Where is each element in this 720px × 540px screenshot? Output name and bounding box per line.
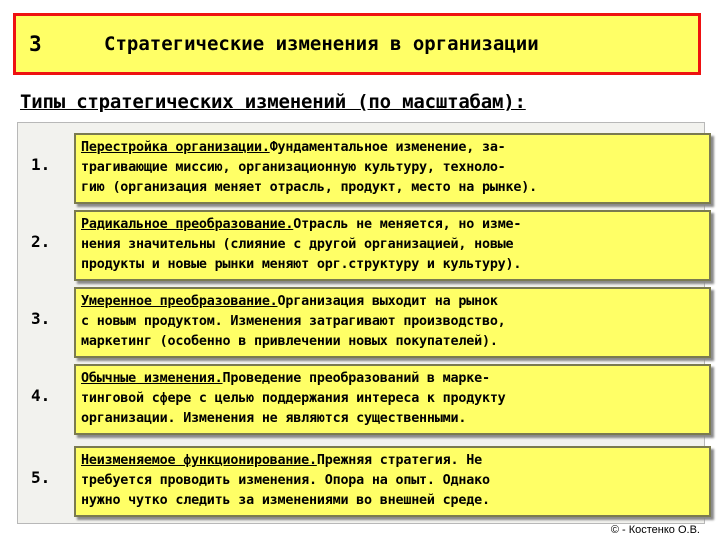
item-term: Обычные изменения.	[81, 371, 223, 386]
item-text	[81, 292, 705, 352]
item-text	[81, 451, 705, 511]
item-text	[81, 215, 705, 275]
list-item	[17, 207, 705, 281]
item-box	[74, 287, 711, 358]
list-item	[17, 284, 705, 358]
item-description: Организация выходит на рынок с новым продуктом. Изменения затрагивают производство, маркетинг (особенно в привлечении новых покупателей).	[81, 294, 506, 349]
item-term: Умеренное преобразование.	[81, 294, 278, 309]
item-box	[74, 446, 711, 517]
item-description: Проведение преобразований в марке- тинговой сфере с целью поддержания интереса к продукту организации. Изменения не являются существенными.	[81, 371, 506, 426]
item-term: Перестройка организации.	[81, 140, 270, 155]
page-title: Стратегические изменения в организации	[104, 33, 539, 55]
item-description: Прежняя стратегия. Не требуется проводить изменения. Опора на опыт. Однако нужно чутко следить за изменениями во внешней среде.	[81, 453, 490, 508]
item-box	[74, 133, 711, 204]
item-description: Фундаментальное изменение, за- трагивающие миссию, организационную культуру, техноло- гию (организация меняет отрасль, продукт, место на рынке).	[81, 140, 537, 195]
item-number: 2.	[31, 232, 51, 251]
list-item	[17, 130, 705, 204]
item-term: Неизменяемое функционирование.	[81, 453, 317, 468]
item-text	[81, 369, 705, 429]
item-number: 4.	[31, 386, 51, 405]
copyright-text: © - Костенко О.В.	[610, 524, 700, 536]
item-description: Отрасль не меняется, но изме- нения значительны (слияние с другой организацией, новые продукты и новые рынки меняют орг.структуру и культуру).	[81, 217, 522, 272]
list-item	[17, 443, 705, 517]
item-number: 5.	[31, 468, 51, 487]
item-term: Радикальное преобразование.	[81, 217, 294, 232]
item-text	[81, 138, 705, 198]
subtitle-colon: :	[514, 91, 526, 113]
section-number: 3	[29, 32, 42, 56]
item-box	[74, 210, 711, 281]
subtitle	[20, 91, 526, 113]
header-banner	[13, 13, 701, 75]
subtitle-text: Типы стратегических изменений (по масштабам)	[20, 91, 515, 113]
item-number: 1.	[31, 155, 51, 174]
item-box	[74, 364, 711, 435]
item-number: 3.	[31, 309, 51, 328]
list-item	[17, 361, 705, 435]
